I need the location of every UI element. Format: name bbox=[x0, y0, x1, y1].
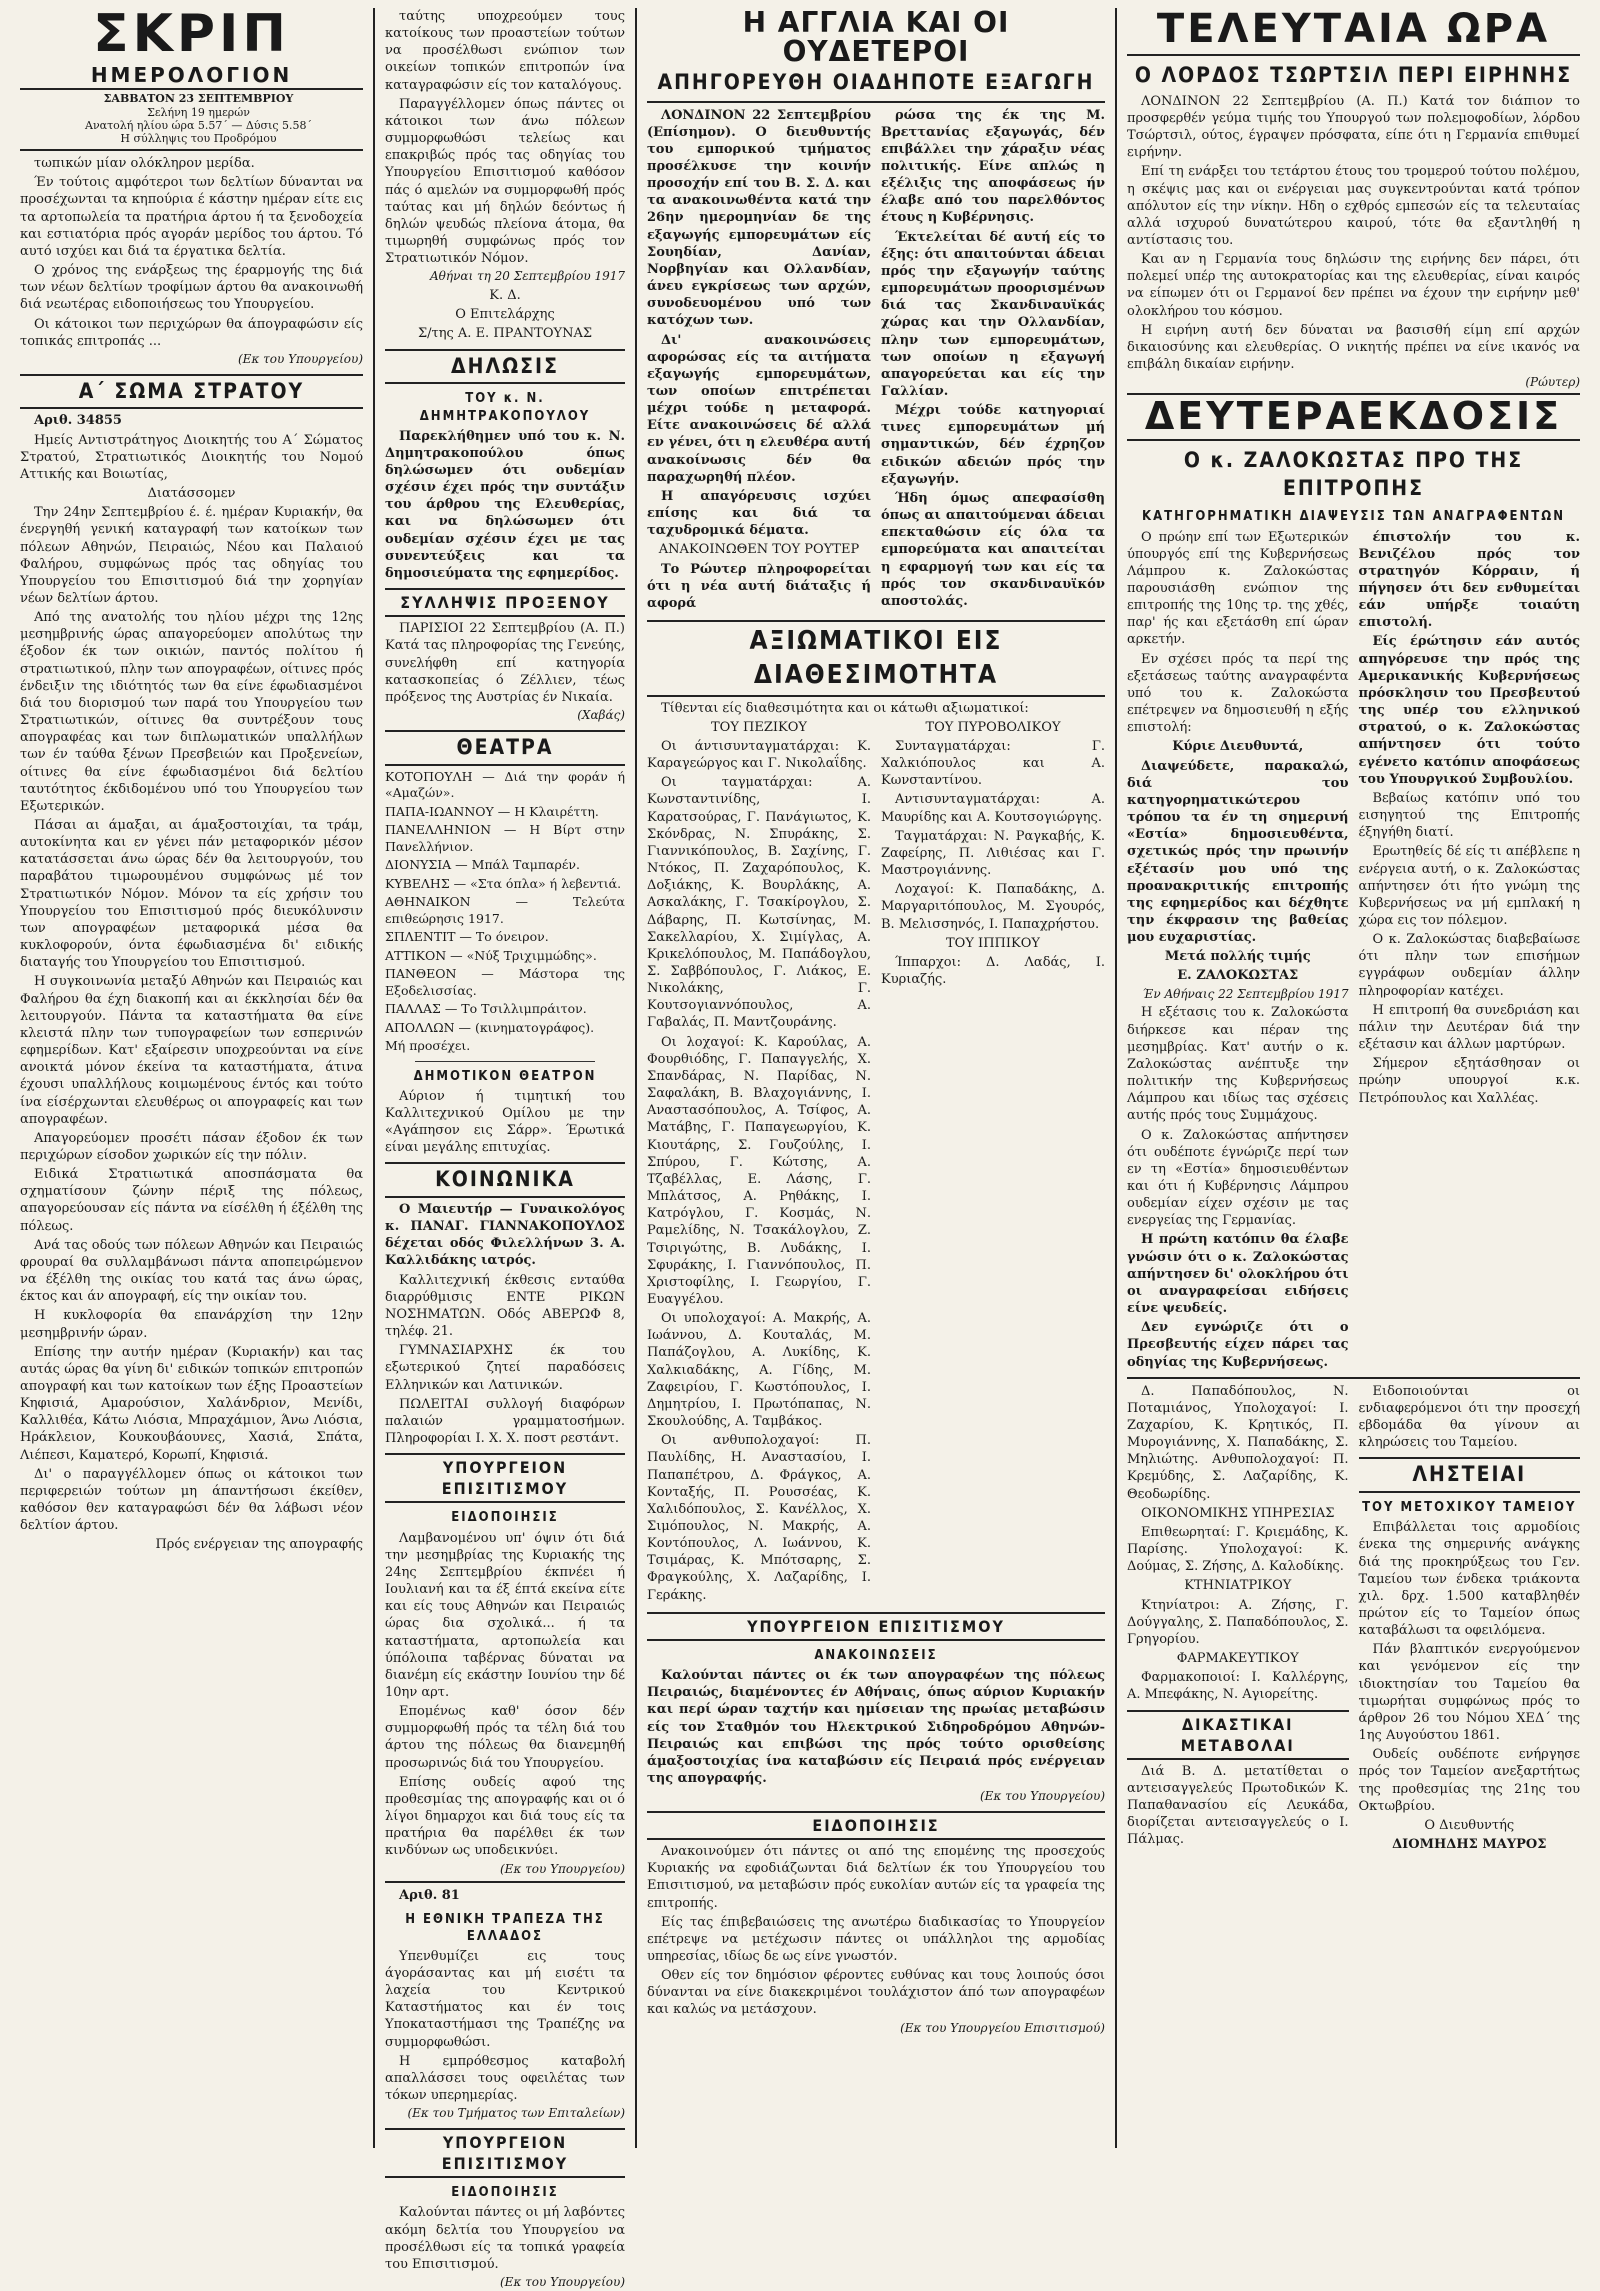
paragraph: Πάσαι αι άμαξαι, αι άμαξοστοιχίαι, τα τράμ, αυτοκίνητα και εν γένει πάν μεταφορικόν μέσον κατατάσσεται άνω ώρας δέν θα λειτουργούν, του παραβάτου τιμωρουμένου συμφώνως μέ τον Στρατιωτικόν Νόμον. Μόνον τα είς χρήσιν του Υπουργείου του Επισιτισμού πρός διευκόλυνσιν των απογραφέων μεταφορικά μέσα θα κυκλοφορούν, όντα έφωδιασμένα δι' ειδικής διαταγής του Υπουργείου του Επισιτισμού. bbox=[20, 818, 363, 971]
signature-initials: Κ. Δ. bbox=[489, 288, 521, 304]
paragraph: Ήδη όμως απεφασίσθη όπως αι απαιτούμεναι άδειαι επεκταθώσιν είς όλα τα εμπορεύματα και απαιτείται η εφαρμογή των και είς τα πρός τον σκανδιναυϊκόν αποστολάς. bbox=[881, 490, 1105, 609]
officers-heading: ΑΞΙΩΜΑΤΙΚΟΙ ΕΙΣ ΔΙΑΘΕΣΙΜΟΤΗΤΑ bbox=[647, 620, 1105, 697]
paragraph: Η επιτροπή θα συνεδριάση και πάλιν την Δευτέραν διά την εξέτασιν και άλλων μαρτύρων. bbox=[1358, 1002, 1580, 1053]
dateline: Έν Αθήναις 22 Σεπτεμβρίου 1917 bbox=[1142, 986, 1349, 1001]
paragraph: Οι άντισυνταγματάρχαι: Κ. Καραγεώργος και Γ. Νικολαΐδης. bbox=[647, 738, 871, 772]
paragraph: Διαψεύδετε, παρακαλώ, διά του κατηγορηματικώτερου τρόπου τα έν τη σημερινή «Εστία» δημοσιευθέντα, σχετικώς πρός την πρωινήν εξέτασίν μου υπό της προανακριτικής επιτροπής της εφημερίδος και δέχθητε την έκφρασιν της βαθείας μου ευχαριστίας. bbox=[1127, 758, 1349, 946]
paragraph: ΓΥΜΝΑΣΙΑΡΧΗΣ έκ του εξωτερικού ζητεί παραδόσεις Ελληνικών και Λατινικών. bbox=[385, 1343, 625, 1393]
paragraph: ΛΟΝΔΙΝΟΝ 22 Σεπτεμβρίου (Επίσημον). Ο διευθυντής του εμπορικού τμήματος προσέλκυσε την κοινήν προσοχήν επί του Β. Σ. Δ. και τα ανακοινωθέντα κατά την 26ην ημερομηνίαν δε της εξαγωγής εμπορευμάτων είς Σουηδίαν, Δανίαν, Νορβηγίαν και Ολλανδίαν, άνευ εγκρίσεως των αρχών, συνοδευομένου υπό των κατόχων των. bbox=[647, 107, 871, 329]
paragraph: Η συγκοινωνία μεταξύ Αθηνών και Πειραιώς και Φαλήρου θα έχη διακοπή και αι έκκλησίαι δέν θα λειτουργούν. Πάντα τα καταστήματα θα είνε κλειστά πλην των τυπογραφείων των εσπερινών εφημερίδων. Κατ' εξαίρεσιν υποχρεούνται να είνε ανοικτά μόνον έκείνα τα καταστήματα, άτινα έχουσι υπαλλήλους κοιμωμένους έντός και τούτο ίνα είσέρχωνται ελευθέρως οι απογραφείς και των απογραφέων. bbox=[20, 974, 363, 1127]
paragraph: Ο κ. Ζαλοκώστας διαβεβαίωσε ότι πλην των επισήμων εγγράφων ουδεμίαν άλλην πληροφορίαν κατέχει. bbox=[1358, 932, 1580, 999]
paragraph: Συνταγματάρχαι: Γ. Χαλκιόπουλος και Α. Κωνσταντίνου. bbox=[881, 738, 1105, 789]
paragraph: Είς έρώτησιν εάν αυτός απηγόρευσε την πρός της Αμερικανικής Κυβερνήσεως πρόσκλησιν του Πρεσβευτού της υπέρ του ελληνικού στρατού, ο κ. Ζαλοκώστας απήντησεν ότι τούτο εγένετο κατόπιν αποφάσεως του Υπουργικού Συμβουλίου. bbox=[1358, 634, 1580, 787]
signature: (Εκ του Υπουργείου) bbox=[500, 1861, 625, 1876]
paragraph: Πρός ενέργειαν της απογραφής bbox=[155, 1537, 363, 1553]
paragraph: ρώσα της έκ της Μ. Βρεττανίας εξαγωγάς, δέν επιβάλλει την χάραξιν νέας πολιτικής. Είνε απλώς η εξέλιξις της αποφάσεως ήν έλαβε από του παρελθόντος έτους η Κυβέρνησις. bbox=[881, 107, 1105, 226]
theatres-heading: ΘΕΑΤΡΑ bbox=[385, 730, 625, 766]
lower-section bbox=[647, 1606, 1105, 2039]
zalokostas-left bbox=[1127, 529, 1349, 1373]
theatre-item: ΚΥΒΕΛΗΣ — «Στα όπλα» ή λεβεντιά. bbox=[385, 875, 622, 891]
section-label: ΤΟΥ ΙΠΠΙΚΟΥ bbox=[946, 935, 1040, 951]
paragraph: Ο κ. Ζαλοκώστας απήντησεν ότι ουδέποτε έγνώριζε περί των εν τη «Εστία» δημοσιευθέντων και ότι ή Κυβέρνησις Λάμπρου ουδεμίαν είχεν σχέσιν με τας ενεργείας της Γερμανίας. bbox=[1127, 1127, 1349, 1229]
paragraph: ΠΑΡΙΣΙΟΙ 22 Σεπτεμβρίου (Α. Π.) Κατά τας πληροφορίας της Γενεύης, συνελήφθη επί κατηγορία κατασκοπείας ό Ζέλλιεν, τέως πρόξενος της Αυστρίας έν Νικαία. bbox=[385, 621, 625, 705]
paragraph: Ουδείς ουδέποτε ενήργησε πρός τον Ταμείον ανεξαρτήτως της προθεσμίας της 21ης του Οκτωβρίου. bbox=[1358, 1747, 1580, 1814]
paragraph: Είς τας έπιβεβαιώσεις της ανωτέρω διαδικασίας το Υπουργείον επέτρεψε να μετέχωσιν πάντες οι υπάλληλοι της αρμοδίας υπηρεσίας, ιδίως δε ως είνε γνωστόν. bbox=[647, 1914, 1105, 1965]
theatre-item: ΑΠΟΛΛΩΝ — (κινηματογράφος). bbox=[385, 1019, 595, 1035]
paragraph: Πάν βλαπτικόν ενεργούμενον και γενόμενον είς την ιδιοκτησίαν του Ταμείου θα τιμωρήται συμφώνως πρός το άρθρον 26 του Νόμου ΧΕΔ΄ της 1ης Αυγούστου 1861. bbox=[1358, 1642, 1580, 1744]
ministry-heading-2: ΥΠΟΥΡΓΕΙΟΝ ΕΠΙΣΙΤΙΣΜΟΥ bbox=[385, 2128, 625, 2178]
lower-section bbox=[1127, 1383, 1580, 1855]
ministry-announcements-heading: ΥΠΟΥΡΓΕΙΟΝ ΕΠΙΣΙΤΙΣΜΟΥ bbox=[647, 1612, 1105, 1641]
letter-signature: Ε. ΖΑΛΟΚΩΣΤΑΣ bbox=[1177, 968, 1299, 984]
section-label: ΦΑΡΜΑΚΕΥΤΙΚΟΥ bbox=[1176, 1651, 1299, 1667]
theatre-item: ΑΤΤΙΚΟΝ — «Νύξ Τριχιμμώδης». bbox=[385, 947, 597, 963]
robbery-heading: ΛΗΣΤΕΙΑΙ bbox=[1359, 1457, 1581, 1493]
theatre-item: ΠΑΝΕΛΛΗΝΙΟΝ — Η Βίρτ στην Πανελλήνιον. bbox=[385, 822, 625, 854]
decree-order: Διατάσσομεν bbox=[147, 486, 236, 502]
paragraph: Οι λοχαγοί: Κ. Καρούλας, Α. Φουρθιόδης, Γ. Παπαγγελής, Χ. Σπανδάρας, Ν. Παρίδας, Ν. Σαφαλάκη, Β. Βλαχογιάννης, Ι. Αναστασόπουλος, Α. Τσίφος, Α. Ματάβης, Γ. Παπαγεωργίου, Κ. Κιουτάρης, Σ. Γουζούλης, Ι. Σπύρου, Γ. Κώτσης, Α. Τζαβέλλας, Ε. Λάσης, Γ. Μπλάτσος, Α. Ρηθάκης, Ι. Κατρόγλου, Γ. Κοσμάς, Ν. Ραμελίδης, Ν. Τσακάλογλου, Ζ. Τσιριγώτης, Β. Λυδάκης, Ι. Σφυράκης, Ι. Γιαννόπουλος, Π. Χριστοφίλης, Ι. Γεωργίου, Γ. Ευαγγέλου. bbox=[647, 1034, 871, 1307]
signature-name: Σ/της Α. Ε. ΠΡΑΝΤΟΥΝΑΣ bbox=[417, 326, 593, 342]
paragraph: Από της ανατολής του ηλίου μέχρι της 12ης μεσημβρινής ώρας απαγορεύομεν απολύτως την έξοδον έκ των οικιών, παντός πολίτου ή στρατιωτικού, πλην των απογραφέων, οίτινες πρός ένδειξιν της ιδιότητός των θα είνε έφωδιασμένοι διά του διορισμού των παρά του Υπουργείου των Στρατιωτικών, οίτινες θα συντρέξουν τους απογραφέας και των διπλωματικών υπαλλήλων των έν ταύθα ξένων Πρεσβειών και Προξενείων, οίτινες θα είνε έφωδιασμένοι διά δελτίου ταυτότητος έκδιδομένου υπό του Υπουργείου των Εξωτερικών. bbox=[20, 610, 363, 814]
theatre-item: ΠΑΠΑ-ΙΩΑΝΝΟΥ — Η Κλαιρέττη. bbox=[385, 803, 599, 819]
paragraph: Ημείς Αντιστράτηγος Διοικητής του Α΄ Σώματος Στρατού, Στρατιωτικός Διοικητής του Νομού Αττικής και Βοιωτίας, bbox=[20, 432, 363, 482]
paragraph: Επιβάλλεται τοις αρμοδίοις ένεκα της σημερινής ανάγκης διά της προκηρύξεως του Γεν. Ταμείου των ένδεκα τριάκοντα χιλ. δρχ. 1.500 καταβληθέν πρώτον είς το Ταμείον όπως καταβάλωσι τα οφειλόμενα. bbox=[1358, 1520, 1580, 1639]
paragraph: Τίθενται είς διαθεσιμότητα και οι κάτωθι αξιωματικοί: bbox=[661, 700, 1029, 716]
signature: (Εκ του Υπουργείου Επισιτισμού) bbox=[900, 2020, 1105, 2035]
signature: (Χαβάς) bbox=[577, 707, 625, 722]
theatre-item: ΔΙΟΝΥΣΙΑ — Μπάλ Ταμπαρέν. bbox=[385, 857, 580, 873]
theatre-item: ΚΟΤΟΠΟΥΛΗ — Διά την φοράν ή «Αμαζών». bbox=[385, 768, 625, 801]
reuters-heading: ΑΝΑΚΟΙΝΩΘΕΝ ΤΟΥ ΡΟΥΤΕΡ bbox=[658, 542, 860, 558]
lower-right bbox=[1359, 1383, 1581, 1855]
paragraph: έπιστολήν του κ. Βενιζέλου πρός τον στρατηγόν Κόρραιν, ή πήγησεν ότι δεν ενθυμείται εάν υπήρξε τοιαύτη επιστολή. bbox=[1358, 529, 1580, 631]
column-2 bbox=[375, 8, 637, 2290]
zalokostas-subheadline: ΚΑΤΗΓΟΡΗΜΑΤΙΚΗ ΔΙΑΨΕΥΣΙΣ ΤΩΝ ΑΝΑΓΡΑΦΕΝΤΩΝ bbox=[1142, 509, 1565, 525]
column-1 bbox=[10, 4, 375, 2148]
ministry-subheading-2: ΕΙΔΟΠΟΙΗΣΙΣ bbox=[451, 2185, 559, 2201]
zalokostas-right bbox=[1359, 529, 1581, 1373]
paragraph: Παραγγέλλομεν όπως πάντες οι κάτοικοι των άνω πόλεων συμμορφωθώσι τελείως και επακριβώς πρός τας οδηγίας του Υπουργείου Επισιτισμού καθόσον πάς ό αμελών να συμμορφωθή πρός ταύτας και μή δηλών δεόντως ή δηλών ψευδώς πλείονα άτομα, θα τιμωρηθή συμφώνως πρός τον Στρατιωτικόν Νόμον. bbox=[385, 96, 625, 267]
paragraph: Αντισυνταγματάρχαι: Α. Μαυρίδης και Α. Κουτσογιώργης. bbox=[881, 792, 1105, 825]
paragraph: τωπικών μίαν ολόκληρον μερίδα. bbox=[34, 156, 255, 172]
letter-salutation: Κύριε Διευθυντά, bbox=[1172, 739, 1304, 755]
paragraph: Η κυκλοφορία θα επανάρχίση την 12ην μεσημβρινήν ώραν. bbox=[20, 1308, 363, 1341]
paragraph: Ο χρόνος της ενάρξεως της έραρμογής της διά των νέων δελτίων τροφίμων άρτου θα ανακοινωθή διά νεωτέρας ειδοποιήσεως του Υπουργείου. bbox=[20, 263, 363, 313]
decree-number: Αριθ. 34855 bbox=[34, 413, 122, 429]
section-label: ΤΟΥ ΠΕΖΙΚΟΥ bbox=[711, 719, 807, 735]
paragraph: Οι ταγματάρχαι: Α. Κωνσταντινίδης, Ι. Καρατσούρας, Γ. Πανάγιωτος, Κ. Σκόνδρας, Ν. Σπυράκης, Σ. Γιαννικόπουλος, Β. Σαχίνης, Γ. Ντόκος, Π. Ζαχαρόπουλος, Κ. Δοξιάκης, Κ. Βουρλάκης, Α. Ασκαλάκης, Γ. Τσακίρογλου, Σ. Δάβαρης, Π. Κωτσίνηας, Μ. Σακελλαρίου, Χ. Σιμίγλας, Α. Κρικελόπουλος, Μ. Παπάδογλου, Σ. Σαββόπουλος, Γ. Λιάκος, Ε. Νικολάκης, Γ. Κουτσογιαννόπουλος, Α. Γαβαλάς, Π. Μαντζουράνης. bbox=[647, 775, 871, 1031]
theatre-item: ΣΠΛΕΝΤΙΤ — Το όνειρον. bbox=[385, 929, 549, 945]
section-label: ΤΟΥ ΠΥΡΟΒΟΛΙΚΟΥ bbox=[925, 719, 1061, 735]
paragraph: Βεβαίως κατόπιν υπό του εισηγητού της Επιτροπής έξηγήθη διατί. bbox=[1358, 790, 1580, 841]
paragraph: Κτηνίατροι: Α. Ζήσης, Γ. Δούγγαλης, Σ. Παπαδόπουλος, Σ. Γρηγορίου. bbox=[1127, 1597, 1349, 1647]
notices-heading: ΕΙΔΟΠΟΙΗΣΙΣ bbox=[647, 1811, 1105, 1840]
zalokostas-headline: Ο κ. ΖΑΛΟΚΩΣΤΑΣ ΠΡΟ ΤΗΣ ΕΠΙΤΡΟΠΗΣ bbox=[1183, 447, 1524, 500]
paragraph: Απαγορεύομεν προσέτι πάσαν έξοδον έκ των περιχώρων είσοδον χωρικών είς την πόλιν. bbox=[20, 1130, 363, 1163]
paragraph: ταύτης υποχρεούμεν τους κατοίκους των προαστείων τούτων να προσέλθωσι ενώπιον των οικείων τοπικών επιτροπών ίνα καταγραφώσιν είς τον καταλόγους. bbox=[385, 9, 625, 93]
paragraph: Παρεκλήθημεν υπό του κ. Ν. Δημητρακοπούλου όπως δηλώσωμεν ότι ουδεμίαν σχέσιν έχει πρός την συντάξιν του άρθρου της Ελευθερίας, και να δηλώσωμεν ότι ουδεμίαν σχέσιν έχει με τας συνεντεύξεις και τα δημοσιεύματα της εφημερίδος. bbox=[385, 428, 625, 581]
paragraph: Έκτελείται δέ αυτή είς το έξης: ότι απαιτούνται άδειαι πρός την εξαγωγήν ταύτης εμπορευμάτων προορισμένων διά τας Σκανδιναυϊκάς χώρας και την Ολλανδίαν, πλην των εμπορευμάτων, των οποίων η εξαγωγή απαγορεύεται και είς την Γαλλίαν. bbox=[881, 229, 1105, 399]
divider bbox=[1127, 54, 1580, 56]
paragraph: Υπενθυμίζει εις τους άγοράσαντας και μή εισέτι τα λαχεία του Κεντρικού Καταστήματος και έν τοις Υποκαταστήμασι της Τραπέζης να συμμορφωθώσι. bbox=[385, 1948, 625, 2050]
signature: (Ρώυτερ) bbox=[1525, 375, 1580, 390]
social-heading: ΚΟΙΝΩΝΙΚΑ bbox=[385, 1162, 625, 1198]
article-left-column bbox=[647, 107, 871, 615]
paragraph: Καλούνται πάντες οι μή λαβόντες ακόμη δελτία του Υπουργείου να προσέλθωσι είς τα τοπικά γραφεία του Επισιτισμού. bbox=[385, 2205, 625, 2272]
divider bbox=[415, 1061, 595, 1062]
lower-left bbox=[647, 1606, 1105, 2039]
signature: (Εκ του Υπουργείου) bbox=[238, 351, 363, 366]
paragraph: ΠΩΛΕΙΤΑΙ συλλογή διαφόρων παλαιών γραμματοσήμων. Πληροφορίαι Ι. Χ. Χ. ποστ ρεστάντ. bbox=[385, 1396, 625, 1447]
signature-title: Ο Διευθυντής bbox=[1424, 1817, 1515, 1833]
paragraph: Λοχαγοί: Κ. Παπαδάκης, Δ. Μαργαριτόπουλος, Μ. Σγουρός, Β. Μελισσηνός, Ι. Παπαχρήστου. bbox=[881, 882, 1105, 932]
main-subheadline: ΑΠΗΓΟΡΕΥΘΗ ΟΙΑΔΗΠΟΤΕ ΕΞΑΓΩΓΗ bbox=[657, 69, 1095, 94]
arrest-heading: ΣΥΛΛΗΨΙΣ ΠΡΟΞΕΝΟΥ bbox=[385, 588, 625, 617]
calendar-note: Η σύλληψις του Προδρόμου bbox=[120, 131, 277, 145]
paragraph: Την 24ην Σεπτεμβρίου έ. έ. ημέραν Κυριακήν, θα ένεργηθή γενική καταγραφή των κατοίκων των πόλεων Αθηνών, Πειραιώς, Νέου και Παλαιού Φαλήρου, συμφώνως πρός τας οδηγίας του Υπουργείου του Επισιτισμού διά την χορηγίαν νέων δελτίων άρτου. bbox=[20, 505, 363, 606]
masthead-subtitle: ΗΜΕΡΟΛΟΓΙΟΝ bbox=[20, 62, 363, 90]
paragraph: Έν τούτοις αμφότεροι των δελτίων δύνανται να προσέχωνται τα κηπούρια έ κάστην ημέραν είτε εις τα αρτοπωλεία τα πρατήρια άρτου ή τα ξενοδοχεία και εστιατόρια πρός αγοράν μερίδος του άρτου. Τό αυτό ισχύει και διά τα έργατικα δελτία. bbox=[20, 175, 363, 259]
theatre-item: ΠΑΝΘΕΟΝ — Μάστορα της Εξοδελισσίας. bbox=[385, 966, 625, 998]
paragraph: Ταγματάρχαι: Ν. Ραγκαβής, Κ. Ζαφείρης, Π. Λιθιέσας και Γ. Μαστρογιάννης. bbox=[881, 828, 1105, 879]
notice-number: Αριθ. 81 bbox=[399, 1888, 460, 1904]
paragraph: Αύριον ή τιμητική του Καλλιτεχνικού Ομίλου με την «Αγάπησον εις Σάρρ». Έρωτικά είναι μεγάλης επιτυχίας. bbox=[385, 1088, 625, 1156]
paragraph: Εν σχέσει πρός τα περί της εξετάσεως ταύτης αναγραφέντα υπό του κ. Ζαλοκώστα επέτρεψεν να δημοσιευθή η εξής επιστολή: bbox=[1127, 651, 1349, 736]
paragraph: Η απαγόρευσις ισχύει επίσης και διά τα ταχυδρομικά δέματα. bbox=[647, 488, 871, 539]
moon-info: Σελήνη 19 ημερών bbox=[147, 105, 250, 119]
latest-hour-headline: ΤΕΛΕΥΤΑΙΑ ΩΡΑ bbox=[1156, 6, 1551, 52]
theatre-item: Μή προσέχει. bbox=[385, 1038, 471, 1054]
paragraph: Καλλιτεχνική έκθεσις ενταύθα διαρρύθμισις ΕΝΤΕ ΡΙΚΩΝ ΝΟΣΗΜΑΤΩΝ. Οδός ΑΒΕΡΩΦ 8, τηλέφ. 21. bbox=[385, 1272, 625, 1340]
divider bbox=[1127, 1377, 1580, 1379]
paragraph: Και αν η Γερμανία τους δηλώσιν της ειρήνης δεν πάρει, ότι πολεμεί υπέρ της αυτοκρατορίας και της ελευθερίας, είναι καιρός να είπωμεν ότι οι Γερμανοί δεν πρέπει να έχουν την ειρήνην μεθ' ολοκλήρου του κόσμου. bbox=[1127, 252, 1580, 319]
paragraph: Ανά τας οδούς των πόλεων Αθηνών και Πειραιώς φρουραί θα συλλαμβάνωσι πάντα αποπειρώμενον να έξέλθη της οικίας του κατά τας άνω ώρας, έκτος και άν απογραφή, είς την οικίαν του. bbox=[20, 1237, 363, 1305]
issue-date: ΣΑΒΒΑΤΟΝ 23 ΣΕΠΤΕΜΒΡΙΟΥ bbox=[103, 92, 294, 106]
paragraph: Λαμβανομένου υπ' όψιν ότι διά την μεσημβρίας της Κυριακής της 24ης Σεπτεμβρίου έκπνέει ή Ιουλιανή και τα έξ έπτά εκείνα είτε και είς τους Αθηνών και Πειραιώς ώρας δια σχολικά... ή τα καταστήματα, αρτοπωλεία και ύπόλοιπα ταβέρνας δύναται να διανέμη είς εκάστην Ιουνίου την δέ 10ην αρτ. bbox=[385, 1530, 625, 1700]
paragraph: Δι' ο παραγγέλλομεν όπως οι κάτοικοι των περιφερειών τούτων μη άπαντήσωσι έκείθεν, καθόσον θεν καταγραφώσι δέν θα λάβωσι νέον δελτίον άρτου. bbox=[20, 1466, 363, 1534]
paragraph: Οι υπολοχαγοί: Α. Μακρής, Α. Ιωάννου, Δ. Κουταλάς, Μ. Παπάζογλου, Α. Λυκίδης, Κ. Χαλκιαδάκης, Α. Γίδης, Μ. Ζαφειρίου, Γ. Κωστόπουλος, Ι. Δημητρίου, Ι. Πρωτόπαπας, Ν. Σκουλούδης, Α. Ταμβάκος. bbox=[647, 1311, 871, 1430]
paragraph: Ερωτηθείς δέ είς τι απέβλεπε η ενέργεια αυτή, ο κ. Ζαλοκώστας απήντησεν ότι ήτο γνώμη της Κυβερνήσεως να μή εμπλακή η χώρα εις τον πόλεμον. bbox=[1358, 844, 1580, 928]
paragraph: Δι' ανακοινώσεις αφορώσας είς τα αιτήματα εξαγωγής εμπορευμάτων, των οποίων επιτρέπεται μέχρι τούδε η μεταφορά. Είτε ανακοινώσεις δέ αλλά εν γένει, ότι η ελευθέρα αυτή ανακοίνωσις δέν θα παραχωρηθή πλέον. bbox=[647, 332, 871, 485]
signature: (Εκ του Υπουργείου) bbox=[980, 1789, 1105, 1804]
paragraph: Διά Β. Δ. μετατίθεται ο αντεισαγγελεύς Πρωτοδικών Κ. Παπαθανασίου είς Λευκάδα, διορίζεται αντεισαγγελεύς ο Ι. Πάλμας. bbox=[1127, 1763, 1349, 1848]
column-3 bbox=[637, 8, 1117, 2148]
paragraph: Επιθεωρηταί: Γ. Κριεμάδης, Κ. Παρίσης. Υπολοχαγοί: Κ. Δούμας, Σ. Ζήσης, Δ. Καλοδίκης. bbox=[1127, 1524, 1349, 1575]
paragraph: ΛΟΝΔΙΝΟΝ 22 Σεπτεμβρίου (Α. Π.) Κατά τον διάπιον το προσφερθέν γεύμα τιμής του Υπουργού των πολεμοφοδίων, λόρδου Τσώρτσιλ, ούτος, έγραψεν πρόσφατα, είπε ότι η Γερμανία επιθυμεί ειρήνην. bbox=[1127, 93, 1580, 161]
second-edition-headline: ΔΕΥΤΕΡΑΕΚΔΟΣΙΣ bbox=[1127, 393, 1580, 441]
army-heading: Α΄ ΣΩΜΑ ΣΤΡΑΤΟΥ bbox=[20, 374, 363, 410]
paragraph: Ο πρώην επί των Εξωτερικών ύπουργός επί της Κυβερνήσεως Λάμπρου κ. Ζαλοκώστας παρουσιάσθη ενώπιον της επιτροπής της 10ης τρ. της χθές, παρ' ής και εξετάσθη επί ώραν αρκετήν. bbox=[1127, 529, 1349, 648]
column-4 bbox=[1117, 8, 1590, 2148]
dateline: Αθήναι τη 20 Σεπτεμβρίου 1917 bbox=[430, 269, 625, 284]
paragraph: Η εξέτασις του κ. Ζαλοκώστα διήρκεσε και πέραν της μεσημβρίας. Κατ' αυτήν ο κ. Ζαλοκώστας ανέπτυξε την πολιτικήν της Κυβερνήσεως Λάμπρου και ιδίως τας σχέσεις αυτής πρός τους Συμμάχους. bbox=[1127, 1005, 1349, 1124]
theatre-item: ΠΑΛΛΑΣ — Το Τσιλλιμπράιτον. bbox=[385, 1001, 587, 1017]
paragraph: Επομένως καθ' όσον δέν συμμορφωθή πρός τα τέλη διά του άρτου της πόλεως θα διανεμηθή προσωρινώς διά του Υπουργείου. bbox=[385, 1704, 625, 1771]
paragraph: Δεν εγνώριζε ότι ο Πρεσβευτής είχεν πάρει τας οδηγίας της Κυβερνήσεως. bbox=[1127, 1320, 1349, 1370]
paragraph: Ειδοποιούνται οι ενδιαφερόμενοι ότι την προσεχή εβδομάδα θα γίνουν αι κληρώσεις του Ταμείου. bbox=[1358, 1383, 1580, 1451]
paragraph: Η πρώτη κατόπιν θα έλαβε γνώσιν ότι ο κ. Ζαλοκώστας απήντησεν δι' ολοκλήρου ότι οι αναγραφείσαι ειδήσεις είνε ψευδείς. bbox=[1127, 1232, 1349, 1317]
officers-lists bbox=[647, 719, 1105, 1606]
paragraph: Ανακοινούμεν ότι πάντες οι από της επομένης της προσεχούς Κυριακής να εφοδιάζωνται διά δελτίων έκ του Υπουργείου του Επισιτισμού, να μεταβώσιν πρός ευκολίαν αυτών είς τα γραφεία της επιτροπής. bbox=[647, 1844, 1105, 1911]
paragraph: Επίσης την αυτήν ημέραν (Κυριακήν) και τας αυτάς ώρας θα γίνη δι' ειδικών τοπικών επιτροπών απογραφή και των κατοίκων των έξης Προαστείων Κηφισιά, Αμαρούσιον, Χαλάνδριον, Μενίδι, Καλλιθέα, Κάτω Λιόσια, Μπραχάμιον, Άνω Λιόσια, Ηράκλειον, Κουκουβάουνες, Χασιά, Σπάτα, Λιέπεσι, Καματερό, Κορωπί, Κηφισιά. bbox=[20, 1344, 363, 1463]
churchill-headline: Ο ΛΟΡΔΟΣ ΤΣΩΡΤΣΙΛ ΠΕΡΙ ΕΙΡΗΝΗΣ bbox=[1134, 63, 1573, 87]
paragraph: Επίσης ουδείς αφού της προθεσμίας της απογραφής και οι ό λίγοι δημαρχοι και διά τους είς τα πρατήρια θα παρέλθει έκ των κινδύνων ως υποδεικνύει. bbox=[385, 1774, 625, 1859]
article-right-column bbox=[881, 107, 1105, 615]
paragraph: Σήμερον εξητάσθησαν οι πρώην υπουργοί κ.κ. Πετρόπουλος και Χαλλέας. bbox=[1358, 1056, 1580, 1106]
lower-left bbox=[1127, 1383, 1349, 1855]
letter-closing: Μετά πολλής τιμής bbox=[1164, 949, 1311, 965]
section-label: ΚΤΗΝΙΑΤΡΙΚΟΥ bbox=[1184, 1578, 1292, 1594]
officers-right bbox=[881, 719, 1105, 1606]
paragraph: Η ειρήνη αυτή δεν δύναται να βασισθή είμη επί αρχών δικαιοσύνης και ελευθερίας. Ο νικητής πρέπει να είνε ικανός να επιβάλη δικαίαν ειρήνην. bbox=[1127, 322, 1580, 373]
paragraph: Καλούνται πάντες οι έκ των απογραφέων της πόλεως Πειραιώς, διαμένοντες έν Αθήναις, όπως αύριον Κυριακήν και περί ώραν ταχτήν και ημίσειαν της πρωίας μεταβώσιν είς τον Σταθμόν του Ηλεκτρικού Σιδηροδρόμου Αθηνών-Πειραιώς και επιβώσι της πρός τούτο ορισθείσης άμαξοστοιχίας ίνα καταβώσιν είς Πειραιά πρός ενέργειαν της απογραφής. bbox=[647, 1668, 1105, 1786]
ministry-subheading: ΕΙΔΟΠΟΙΗΣΙΣ bbox=[451, 1510, 559, 1526]
paragraph: Οι κάτοικοι των περιχώρων θα άπογραφώσιν είς τοπικάς επιτροπάς ... bbox=[20, 316, 363, 349]
signature: (Εκ του Τμήματος των Επιταλείων) bbox=[407, 2106, 625, 2121]
divider bbox=[385, 1881, 625, 1883]
zalokostas-article bbox=[1127, 529, 1580, 1373]
signature: (Εκ του Υπουργείου) bbox=[500, 2275, 625, 2290]
main-headline: Η ΑΓΓΛΙΑ ΚΑΙ ΟΙ ΟΥΔΕΤΕΡΟΙ bbox=[742, 6, 1010, 69]
bank-heading: Η ΕΘΝΙΚΗ ΤΡΑΠΕΖΑ ΤΗΣ ΕΛΛΑΔΟΣ bbox=[405, 1911, 605, 1944]
masthead-title: ΣΚΡΙΠ bbox=[93, 4, 290, 64]
paragraph: Δ. Παπαδόπουλος, Ν. Ποταμιάνος, Υπολοχαγοί: Ι. Ζαχαρίου, Κ. Κρητικός, Π. Μυρογιάννης, Χ. Παπαδάκης, Σ. Μηλιώτης. Ανθυπολοχαγοί: Π. Κρεμύδης, Σ. Λαζαρίδης, Κ. Θεοδωρίδης. bbox=[1127, 1383, 1349, 1502]
paragraph: Ίππαρχοι: Δ. Λαδάς, Ι. Κυριαζής. bbox=[881, 954, 1105, 987]
paragraph: Το Ρώυτερ πληροφορείται ότι η νέα αυτή διάταξις ή αφορά bbox=[647, 561, 871, 611]
officers-left bbox=[647, 719, 871, 1606]
ministry-heading: ΥΠΟΥΡΓΕΙΟΝ ΕΠΙΣΙΤΙΣΜΟΥ bbox=[385, 1453, 625, 1503]
judicial-heading: ΔΙΚΑΣΤΙΚΑΙ ΜΕΤΑΒΟΛΑΙ bbox=[1127, 1710, 1349, 1760]
declaration-heading: ΔΗΛΩΣΙΣ bbox=[385, 349, 625, 385]
declaration-subheading: ΤΟΥ κ. Ν. ΔΗΜΗΤΡΑΚΟΠΟΥΛΟΥ bbox=[419, 391, 591, 424]
sun-info: Ανατολή ηλίου ώρα 5.57΄ — Δύσις 5.58΄ bbox=[85, 118, 312, 132]
paragraph: Οθεν είς τον δημόσιον φέροντες ευθύνας και τους λοιπούς όσοι δύνανται να είνε διακεκριμένοι τουλάχιστον άπό των απογραφέων και καλώς να μετάσχουν. bbox=[647, 1968, 1105, 2018]
ministry-announcements-subheading: ΑΝΑΚΟΙΝΩΣΕΙΣ bbox=[814, 1647, 938, 1663]
divider bbox=[647, 101, 1105, 103]
signature-name: ΔΙΟΜΗΔΗΣ ΜΑΥΡΟΣ bbox=[1392, 1837, 1547, 1853]
paragraph: Ειδικά Στρατιωτικά αποσπάσματα θα σχηματίσουν ζώνην πέριξ της πόλεως, απαγορεύουσαν είς πάντα να είσέλθη ή έξέλθη της πόλεως. bbox=[20, 1167, 363, 1234]
theatre-item: ΑΘΗΝΑΙΚΟΝ — Τελεύτα επιθεώρησις 1917. bbox=[385, 894, 625, 926]
divider bbox=[20, 149, 363, 151]
paragraph: Ο Μαιευτήρ — Γυναικολόγος κ. ΠΑΝΑΓ. ΓΙΑΝΝΑΚΟΠΟΥΛΟΣ δέχεται οδός Φιλελλήνων 3. Α. Καλλιδάκης ιατρός. bbox=[385, 1202, 625, 1269]
robbery-subheading: ΤΟΥ ΜΕΤΟΧΙΚΟΥ ΤΑΜΕΙΟΥ bbox=[1362, 1500, 1577, 1516]
paragraph: Φαρμακοποιοί: Ι. Καλλέργης, Α. Μπεφάκης, Ν. Αγιορείτης. bbox=[1127, 1670, 1349, 1703]
signature-title: Ο Επιτελάρχης bbox=[455, 307, 555, 323]
municipal-theatre-heading: ΔΗΜΟΤΙΚΟΝ ΘΕΑΤΡΟΝ bbox=[413, 1068, 597, 1084]
paragraph: Μέχρι τούδε κατηγοριαί τινες εμπορευμάτων μή σημαντικών, δέν έχρηζον ειδικών αδειών πρός την εξαγωγήν. bbox=[881, 403, 1105, 487]
paragraph: Επί τη ενάρξει του τετάρτου έτους του τρομερού τούτου πολέμου, η σκέψις μας και οι ενέργειαι μας συγκεντρούνται κατά τρόπον απόλυτον είς την νίκην. Ηδη ο εχθρός εμπεσών είς τα τελευταίας αλλά ισχυρού δυνατώτερου καιρού, τότε θα εξαντληθή η αντίστασις του. bbox=[1127, 164, 1580, 248]
paragraph: Η εμπρόθεσμος καταβολή απαλλάσσει τους οφειλέτας των τόκων υπερημερίας. bbox=[385, 2053, 625, 2104]
article-body bbox=[647, 107, 1105, 615]
section-label: ΟΙΚΟΝΟΜΙΚΗΣ ΥΠΗΡΕΣΙΑΣ bbox=[1141, 1505, 1335, 1521]
paragraph: Οι ανθυπολοχαγοί: Π. Παυλίδης, Η. Αναστασίου, Ι. Παπαπέτρου, Δ. Φράγκος, Α. Κονταξής, Π. Ρουσσέας, Κ. Χαλιδόπουλος, Σ. Κανέλλος, Χ. Σιμόπουλος, Ν. Μακρής, Α. Κοντόπουλος, Λ. Ιωάννου, Κ. Τσιμάρας, Κ. Μπότσαρης, Σ. Φραγκούλης, Χ. Λαζαρίδης, Ι. Γεράκης. bbox=[647, 1433, 871, 1603]
